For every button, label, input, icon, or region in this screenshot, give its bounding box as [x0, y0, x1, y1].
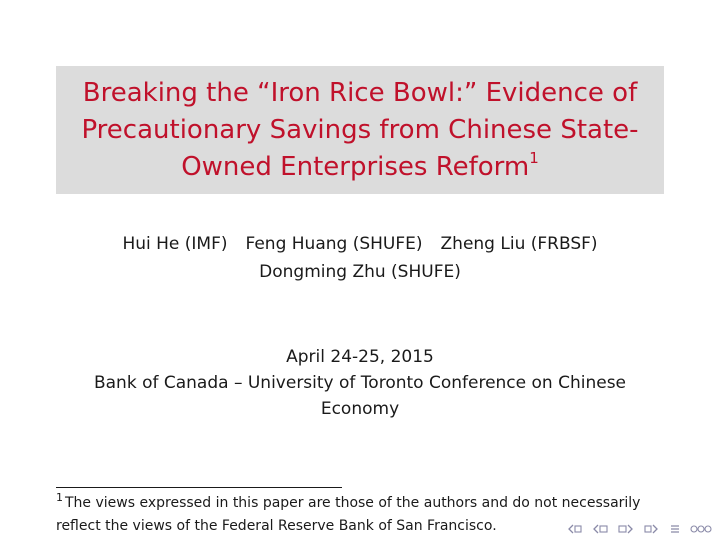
slide-title: Breaking the “Iron Rice Bowl:” Evidence of Precautionary Savings from Chinese State-Owned Enterprises Reform$^1$	[81, 77, 639, 182]
footnote-rule	[56, 487, 342, 488]
next-frame-icon[interactable]	[618, 524, 634, 534]
event-venue: Bank of Canada – University of Toronto Conference on Chinese Economy	[93, 373, 627, 419]
author-row-1	[0, 230, 720, 258]
footnote-text: The views expressed in this paper are those of the authors and do not necessarily reflect the views of the Federal Reserve Bank of San Francisco.	[56, 495, 641, 534]
author-zhu: Dongming Zhu (SHUFE)	[259, 262, 461, 282]
beamer-navigation	[566, 521, 712, 537]
title-box	[56, 66, 664, 194]
event-date: April 24-25, 2015	[286, 347, 434, 367]
footnote-mark: 1	[56, 491, 63, 504]
author-list	[0, 230, 720, 286]
title-footnote-mark: 1	[529, 148, 539, 167]
last-frame-icon[interactable]	[644, 524, 660, 534]
author-row-2	[0, 258, 720, 286]
prev-frame-icon[interactable]	[592, 524, 608, 534]
align-icon[interactable]	[670, 524, 680, 534]
author-liu: Zheng Liu (FRBSF)	[440, 234, 598, 254]
event-info	[0, 344, 720, 422]
search-icon[interactable]	[690, 524, 712, 534]
author-he: Hui He (IMF)	[122, 234, 228, 254]
first-frame-icon[interactable]	[566, 524, 582, 534]
author-huang: Feng Huang (SHUFE)	[245, 234, 423, 254]
